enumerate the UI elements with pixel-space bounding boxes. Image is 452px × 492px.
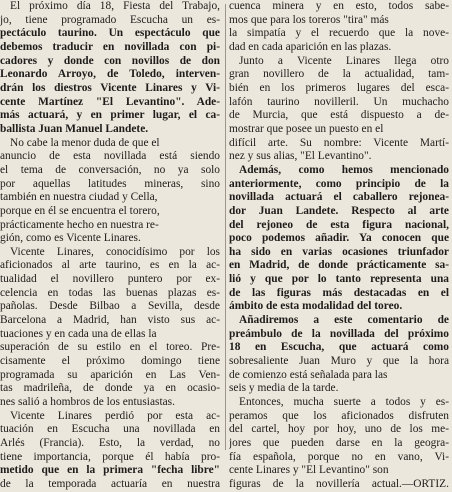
text-line: Vicente Linares perdió por esta ac- <box>10 409 220 422</box>
text-line: porque en él se encuentra el torero, <box>0 204 160 217</box>
text-line: seis y media de la tarde. <box>229 382 339 395</box>
text-line: cuenca minera y en esto, todos sabe- <box>229 0 449 12</box>
text-line: prácticamente hecho en nuestra re- <box>0 218 159 231</box>
text-line: figuras de la novillería actual.—ORTIZ. <box>229 477 449 490</box>
text-line: pañolas. Desde Bilbao a Sevilla, desde <box>0 300 220 313</box>
text-line: Junto a Vicente Linares llega otro <box>239 54 449 67</box>
article-column-left <box>0 0 220 492</box>
text-line: bién en los primeros lugares del esca- <box>229 81 449 94</box>
text-line: tiene importancia, porque él había pro- <box>0 450 220 463</box>
text-line: dor Juan Landete. Respecto al arte <box>229 204 449 217</box>
text-line: tuaciones y en cada una de ellas la <box>0 327 157 340</box>
text-line: de Murcia, que está dispuesto a de- <box>229 109 449 122</box>
text-line: el tema de conversación, no ya solo <box>0 163 220 176</box>
text-line: nes salió a hombros de los entusiastas. <box>0 396 175 409</box>
text-line: aficionados al arte taurino, es en la ac- <box>0 259 220 272</box>
text-line: de las figuras más destacadas en el <box>229 286 449 299</box>
text-line: 18 en Escucha, que actuará como <box>229 341 449 354</box>
text-line: preámbulo de la novillada del próximo <box>229 327 449 340</box>
text-line: Además, como hemos mencionado <box>239 163 449 176</box>
text-line: dad en cada aparición en las plazas. <box>229 40 392 53</box>
text-line: jo, tiene programado Escucha un es- <box>0 13 220 26</box>
text-line: novillada actuará el caballero rejonea- <box>229 191 449 204</box>
text-line: El próximo día 18, Fiesta del Trabajo, <box>10 0 220 12</box>
text-line: sobresaliente Juan Muro y que la hora <box>229 355 449 368</box>
text-line: de la temporada actuaría en nuestra <box>0 477 220 490</box>
text-line: del cartel, hoy por hoy, uno de los me- <box>229 423 449 436</box>
text-line: cadores y donde con novillos de don <box>0 54 220 67</box>
text-line: gión, como es Vicente Linares. <box>0 232 141 245</box>
text-line: fía española, porque no en vano, Vi- <box>229 450 449 463</box>
text-line: nez y sus alias, "El Levantino". <box>229 150 372 163</box>
text-line: por aquellas latitudes mineras, sino <box>0 177 220 190</box>
text-line: cisamente el próximo domingo tiene <box>0 355 220 368</box>
text-line: Vicente Linares, conocidísimo por los <box>10 245 220 258</box>
text-line: Leonardo Arroyo, de Toledo, interven- <box>0 68 220 81</box>
text-line: anuncio de esta novillada está siendo <box>0 150 220 163</box>
text-line: tuación en Escucha una novillada en <box>0 423 220 436</box>
text-line: difícil arte. Su nombre: Vicente Martí- <box>229 136 449 149</box>
text-line: ámbito de esta modalidad del toreo. <box>229 300 403 313</box>
text-line: gran novillero de la actualidad, tam- <box>229 68 449 81</box>
text-line: superación de su estilo en el toreo. Pre- <box>0 341 220 354</box>
text-line: ballista Juan Manuel Landete. <box>0 122 149 135</box>
text-line: drán los diestros Vicente Linares y Vi- <box>0 81 220 94</box>
text-line: tualidad el novillero puntero por ex- <box>0 273 220 286</box>
text-line: pectáculo taurino. Un espectáculo que <box>0 27 220 40</box>
text-line: Barcelona a Madrid, han visto sus ac- <box>0 314 220 327</box>
text-line: debemos traducir en novillada con pi- <box>0 40 220 53</box>
text-line: celencia en todas las buenas plazas es- <box>0 286 220 299</box>
text-line: cente Martínez "El Levantino". Ade- <box>0 95 220 108</box>
text-line: en Madrid, de donde prácticamente sa- <box>229 259 449 272</box>
text-line: poco podemos añadir. Ya conocen que <box>229 232 449 245</box>
text-line: Entonces, mucha suerte a todos y es- <box>239 396 449 409</box>
text-line: tas madrileña, de donde ya en ocasio- <box>0 382 220 395</box>
text-line: ha sido en varias ocasiones triunfador <box>229 245 449 258</box>
text-line: también en nuestra ciudad y Cella, <box>0 191 158 204</box>
text-line: anteriormente, como principio de la <box>229 177 449 190</box>
text-line: metido que en la primera "fecha libre" <box>0 464 220 477</box>
text-line: del rejoneo de esta figura nacional, <box>229 218 449 231</box>
article-column-right <box>229 0 449 492</box>
text-line: jores que pueden darse en la geogra- <box>229 437 449 449</box>
text-line: peramos que los aficionados disfruten <box>229 409 449 422</box>
text-line: más actuará, y en primer lugar, el ca- <box>0 109 220 122</box>
text-line: lió y que por lo tanto representa una <box>229 273 449 286</box>
text-line: Añadiremos a este comentario de <box>239 314 449 327</box>
text-line: Arlés (Francia). Esto, la verdad, no <box>0 437 220 449</box>
text-line: lafón taurino novilleril. Un muchacho <box>229 95 449 108</box>
text-line: programada su aparición en Las Ven- <box>0 368 220 381</box>
text-line: cente Linares y "El Levantino" son <box>229 464 389 477</box>
text-line: la simpatía y el recuerdo que la nove- <box>229 27 449 40</box>
column-divider <box>225 4 226 450</box>
text-line: No cabe la menor duda de que el <box>10 136 160 149</box>
text-line: mostrar que posee un puesto en el <box>229 122 384 135</box>
text-line: de comienzo está señalada para las <box>229 368 388 381</box>
text-line: mos que para los toreros "tira" más <box>229 13 389 26</box>
